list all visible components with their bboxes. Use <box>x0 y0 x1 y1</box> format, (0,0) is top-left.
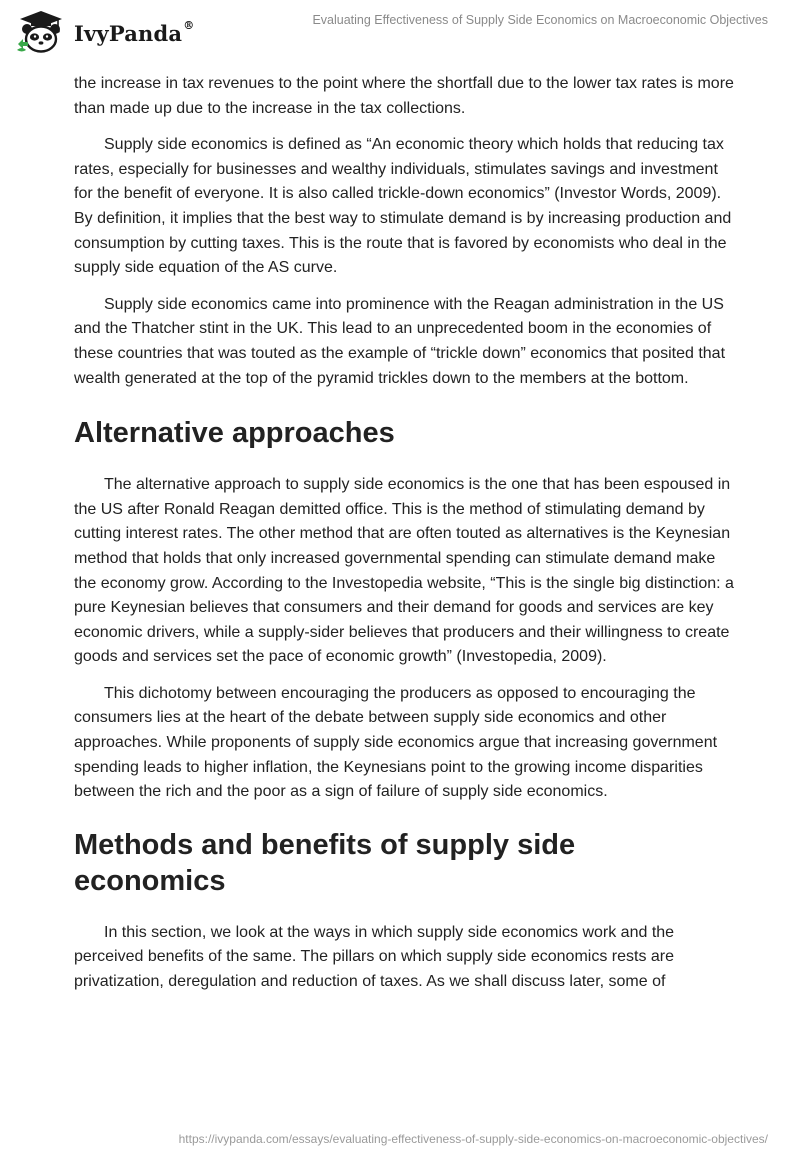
registered-mark: ® <box>183 18 195 32</box>
paragraph: Supply side economics is defined as “An economic theory which holds that reducing tax rates, especially for businesses and wealthy individuals, stimulates savings and investment for the benefit of everyone. It is also called trickle-down economics” (Investor Words, 2009). By definition, it implies that the best way to stimulate demand is by increasing production and consumption by cutting taxes. This is the route that is favored by economists who deal in the supply side equation of the AS curve. <box>74 136 732 277</box>
logo-text: IvyPanda® <box>74 18 195 46</box>
page-header <box>0 0 800 60</box>
section-heading: Alternative approaches <box>74 417 395 450</box>
panda-graduate-icon <box>14 8 66 54</box>
source-url-link[interactable]: https://ivypanda.com/essays/evaluating-effectiveness-of-supply-side-economics-on-macroeconomic-objectives/ <box>178 1132 768 1146</box>
paragraph: Supply side economics came into prominence with the Reagan administration in the US and the Thatcher stint in the UK. This lead to an unprecedented boom in the economies of these countries that was touted as the example of “trickle down” economics that posited that wealth generated at the top of the pyramid trickles down to the members at the bottom. <box>74 295 726 387</box>
paragraph: In this section, we look at the ways in which supply side economics work and the perceived benefits of the same. The pillars on which supply side economics rests are privatization, deregulation and reduction of taxes. As we shall discuss later, some of <box>74 923 675 991</box>
section-heading: Methods and benefits of supply side economics <box>74 828 576 897</box>
paragraph: the increase in tax revenues to the point where the shortfall due to the lower tax rates is more than made up due to the increase in the tax collections. <box>74 75 734 117</box>
paragraph: This dichotomy between encouraging the producers as opposed to encouraging the consumers lies at the heart of the debate between supply side economics and other approaches. While proponents of supply side economics argue that increasing government spending leads to higher inflation, the Keynesians point to the growing income disparities between the rich and the poor as a sign of failure of supply side economics. <box>74 684 718 801</box>
document-title: Evaluating Effectiveness of Supply Side Economics on Macroeconomic Objectives <box>312 13 768 27</box>
paragraph: The alternative approach to supply side economics is the one that has been espoused in the US after Ronald Reagan demitted office. This is the method of stimulating demand by cutting interest rates. The other method that are often touted as alternatives is the Keynesian method that holds that only increased governmental spending can stimulate demand make the economy grow. According to the Investopedia website, “This is the single big distinction: a pure Keynesian believes that consumers and their demand for goods and services are key economic drivers, while a supply-sider believes that producers and their willingness to create goods and services set the pace of economic growth” (Investopedia, 2009). <box>74 476 734 666</box>
essay-content <box>74 72 734 1007</box>
ivypanda-logo[interactable] <box>14 8 194 54</box>
